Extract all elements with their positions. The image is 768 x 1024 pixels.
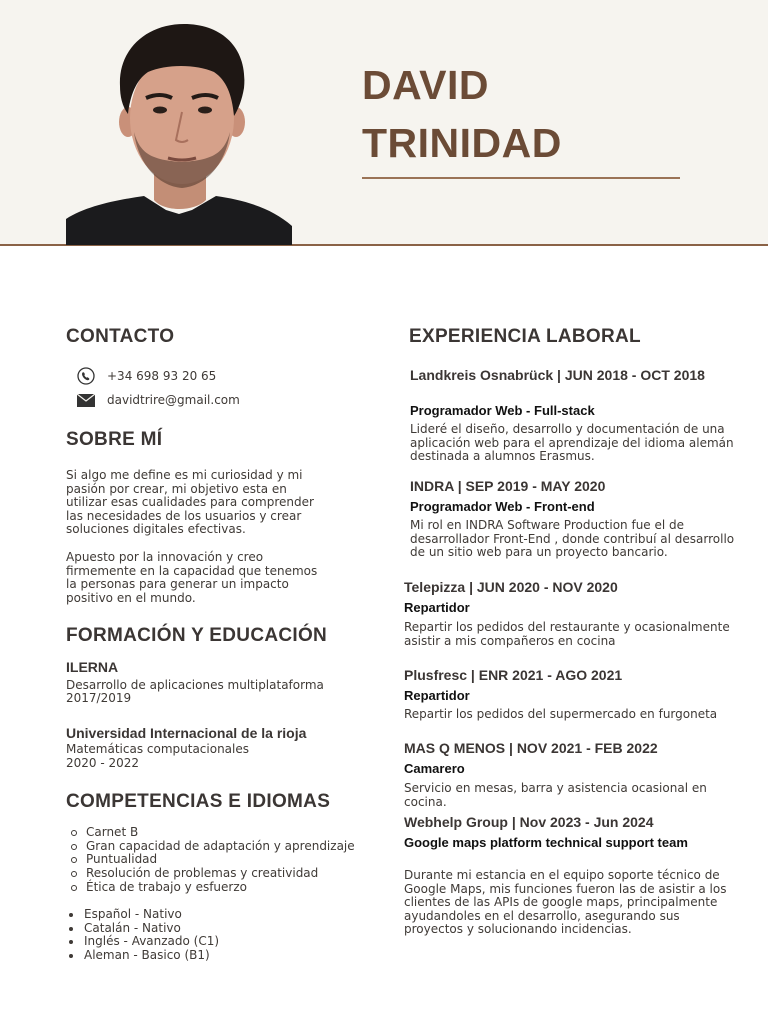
job-title: Plusfresc | ENR 2021 - AGO 2021 bbox=[404, 667, 623, 683]
list-item: Español - Nativo bbox=[64, 908, 219, 922]
job-title: Landkreis Osnabrück | JUN 2018 - OCT 2018 bbox=[410, 367, 705, 383]
education-years: 2020 - 2022 bbox=[66, 756, 140, 770]
job-role: Programador Web - Front-end bbox=[410, 499, 595, 514]
list-item: Gran capacidad de adaptación y aprendizaje bbox=[66, 840, 355, 854]
email-address[interactable]: davidtrire@gmail.com bbox=[107, 393, 240, 407]
education-heading: FORMACIÓN Y EDUCACIÓN bbox=[66, 625, 328, 646]
job-role: Programador Web - Full-stack bbox=[410, 403, 595, 418]
skills-heading: COMPETENCIAS E IDIOMAS bbox=[66, 791, 331, 812]
last-name: TRINIDAD bbox=[362, 120, 562, 166]
about-paragraph-1: Si algo me define es mi curiosidad y mi pasión por crear, mi objetivo esta en utilizar esas cualidades para comprender las necesidades de los usuarios y crear soluciones digitales efectivas. bbox=[66, 468, 314, 537]
job-description: Repartir los pedidos del supermercado en furgoneta bbox=[404, 707, 718, 721]
phone-number: +34 698 93 20 65 bbox=[107, 369, 217, 383]
job-role: Camarero bbox=[404, 761, 465, 776]
list-item: Inglés - Avanzado (C1) bbox=[64, 935, 219, 949]
list-item: Carnet B bbox=[66, 826, 355, 840]
job-role: Repartidor bbox=[404, 600, 470, 615]
list-item: Ética de trabajo y esfuerzo bbox=[66, 881, 355, 895]
phone-line bbox=[76, 367, 216, 385]
competencies-list bbox=[66, 826, 355, 895]
job-role: Repartidor bbox=[404, 688, 470, 703]
job-title: Telepizza | JUN 2020 - NOV 2020 bbox=[404, 579, 618, 595]
first-name: DAVID bbox=[362, 62, 490, 108]
job-title: Webhelp Group | Nov 2023 - Jun 2024 bbox=[404, 814, 654, 830]
education-school: ILERNA bbox=[66, 659, 119, 675]
job-description: Mi rol en INDRA Software Production fue el de desarrollador Front-End , donde contribuí al desarrollo de un sitio web para un proyecto bancario. bbox=[410, 518, 735, 560]
job-title: MAS Q MENOS | NOV 2021 - FEB 2022 bbox=[404, 740, 658, 756]
phone-icon bbox=[76, 367, 96, 385]
list-item: Puntualidad bbox=[66, 853, 355, 867]
mail-icon bbox=[76, 391, 96, 409]
list-item: Resolución de problemas y creatividad bbox=[66, 867, 355, 881]
about-paragraph-2: Apuesto por la innovación y creo firmemente en la capacidad que tenemos la personas para generar un impacto positivo en el mundo. bbox=[66, 550, 318, 605]
profile-photo bbox=[66, 14, 292, 245]
languages-list bbox=[64, 908, 219, 963]
job-description: Repartir los pedidos del restaurante y ocasionalmente asistir a mis compañeros en cocina bbox=[404, 620, 730, 648]
education-school: Universidad Internacional de la rioja bbox=[66, 725, 307, 741]
education-program: Desarrollo de aplicaciones multiplataforma bbox=[66, 678, 324, 692]
person-name bbox=[362, 56, 562, 172]
job-description: Servicio en mesas, barra y asistencia ocasional en cocina. bbox=[404, 781, 707, 809]
about-heading: SOBRE MÍ bbox=[66, 429, 163, 450]
email-line bbox=[76, 391, 240, 409]
education-program: Matemáticas computacionales bbox=[66, 742, 250, 756]
job-title: INDRA | SEP 2019 - MAY 2020 bbox=[410, 478, 606, 494]
list-item: Aleman - Basico (B1) bbox=[64, 949, 219, 963]
education-years: 2017/2019 bbox=[66, 691, 132, 705]
contact-heading: CONTACTO bbox=[66, 326, 175, 347]
job-description: Durante mi estancia en el equipo soporte técnico de Google Maps, mis funciones fueron las de asistir a los clientes de las APIs de google maps, principalmente ayudandoles en el desarrollo, asegurando sus proyectos y solucionando incidencias. bbox=[404, 868, 727, 937]
job-description: Lideré el diseño, desarrollo y documentación de una aplicación web para el aprendizaje del idioma alemán destinada a alumnos Erasmus. bbox=[410, 422, 734, 464]
experience-heading: EXPERIENCIA LABORAL bbox=[409, 326, 641, 347]
list-item: Catalán - Nativo bbox=[64, 922, 219, 936]
job-role: Google maps platform technical support team bbox=[404, 835, 688, 850]
name-underline bbox=[362, 177, 680, 179]
